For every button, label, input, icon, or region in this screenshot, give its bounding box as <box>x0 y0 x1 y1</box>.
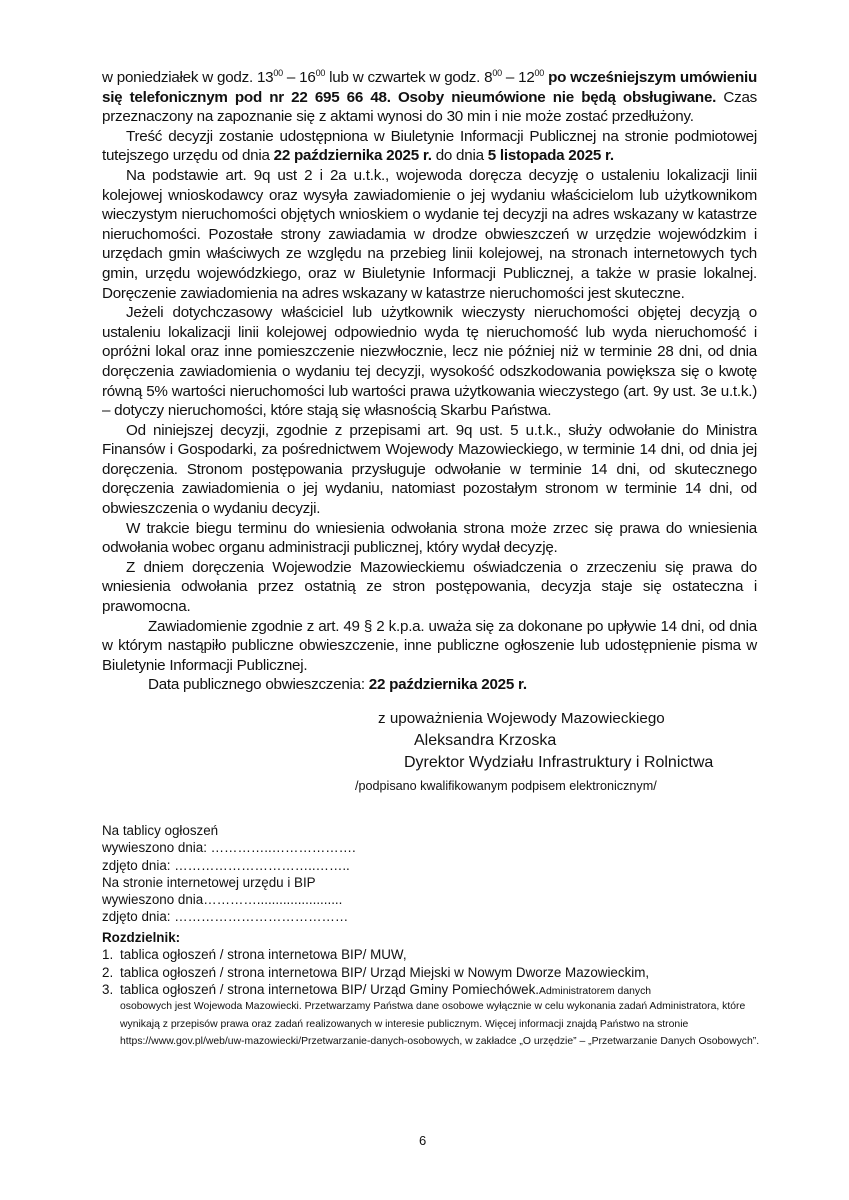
posting-notes <box>102 822 356 926</box>
item-number: 2. <box>102 964 114 980</box>
text-run: Z dniem doręczenia Wojewodzie Mazowieckiemu oświadczenia o zrzeczeniu się prawa do wniesienia odwołania przez ostatnią ze stron postępowania, decyzja staje się ostateczna i prawomocna. <box>102 558 757 616</box>
text-run: – 16 <box>282 69 316 86</box>
superscript-text: 00 <box>273 68 283 78</box>
posting-note-line: zdjęto dnia: …………………………..…….. <box>102 857 350 873</box>
paragraph-notice-effective <box>102 617 757 676</box>
item-text: tablica ogłoszeń / strona internetowa BIP/ Urząd Gminy Pomiechówek. <box>120 982 540 998</box>
text-run: Zawiadomienie zgodnie z art. 49 § 2 k.p.a. uważa się za dokonane po upływie 14 dni, od dnia w którym nastąpiło publiczne obwieszczenie, inne publiczne ogłoszenie lub udostępnienie pisma w Biuletynie Informacji Publicznej. <box>102 617 757 674</box>
paragraph-bip-publication <box>102 127 757 166</box>
paragraph-finality <box>102 558 757 617</box>
privacy-notice: osobowych jest Wojewoda Mazowiecki. Przetwarzamy Państwa dane osobowe wyłącznie w celu wykonania zadań Administratora, które wynikają z przepisów prawa oraz zadań realizowanych w interesie publicznym. Więcej informacji znajdą Państwo na stronie https://www.gov.pl/web/uw-mazowiecki/Przetwarzanie-danych-osobowych, w zakładce „O urzędzie” – „Przetwarzanie Danych Osobowych”. <box>120 1001 760 1047</box>
paragraph-compensation <box>102 303 757 421</box>
bold-text: po wcześniejszym umówieniu się telefonicznym pod nr 22 695 66 48. Osoby nieumówione nie będą obsługiwane. <box>102 69 757 106</box>
posting-note-line: Na tablicy ogłoszeń <box>102 823 219 838</box>
text-run: lub w czwartek w godz. 8 <box>325 69 493 86</box>
bold-text: 5 listopada 2025 r. <box>487 147 614 165</box>
signature-name: Aleksandra Krzoska <box>414 732 557 749</box>
text-run: – 12 <box>501 69 535 86</box>
posting-note-line: zdjęto dnia: ………………………………… <box>102 909 349 925</box>
text-run: Jeżeli dotychczasowy właściciel lub użytkownik wieczysty nieruchomości objętej decyzją o ustaleniu lokalizacji linii kolejowej odpowiednio wyda tę nieruchomość lub wyda nieruchomość i opróżni lokal oraz inne pomieszczenie niezwłocznie, lecz nie później niż w terminie 28 dni, od dnia doręczenia zawiadomienia o wydaniu tej decyzji, wysokość odszkodowania powiększa się o kwotę równą 5% wartości nieruchomości lub wartości prawa użytkowania wieczystego (art. 9y ust. 3e u.t.k.) – dotyczy nieruchomości, które stają się własnością Skarbu Państwa. <box>102 304 757 420</box>
posting-note-line: wywieszono dnia: …………..………………. <box>102 840 356 856</box>
text-run: W trakcie biegu terminu do wniesienia odwołania strona może zrzec się prawa do wniesienia odwołania wobec organu administracji publicznej, który wydał decyzję. <box>102 519 757 557</box>
paragraph-delivery <box>102 166 757 303</box>
posting-note-line: Na stronie internetowej urzędu i BIP <box>102 874 316 890</box>
text-run: w poniedziałek w godz. 13 <box>102 69 274 86</box>
item-text: tablica ogłoszeń / strona internetowa BIP/ Urząd Miejski w Nowym Dworze Mazowieckim, <box>120 964 650 980</box>
text-run: do dnia <box>431 147 488 165</box>
privacy-notice-start: Administratorem danych <box>539 986 652 998</box>
paragraph-visiting-hours <box>102 68 757 127</box>
document-body <box>102 68 757 695</box>
text-run: Od niniejszej decyzji, zgodnie z przepisami art. 9q ust. 5 u.t.k., służy odwołanie do Ministra Finansów i Gospodarki, za pośrednictwem Wojewody Mazowieckiego, w terminie 14 dni, od dnia jej doręczenia. Stronom postępowania przysługuje odwołanie w terminie 14 dni, od skutecznego doręczenia zawiadomienia o jej wydaniu, natomiast pozostałym stronom w terminie 14 dni, od obwieszczenia o wydaniu decyzji. <box>102 421 757 518</box>
page-number: 6 <box>419 1133 427 1148</box>
superscript-text: 00 <box>315 68 326 78</box>
bold-text: 22 października 2025 r. <box>368 676 527 694</box>
distribution-list <box>102 929 762 1050</box>
superscript-text: 00 <box>492 68 502 78</box>
paragraph-publication-date <box>102 675 757 695</box>
text-run: Data publicznego obwieszczenia: <box>148 676 369 694</box>
text-run: Treść decyzji zostanie udostępniona w Biuletynie Informacji Publicznej na stronie podmiotowej tutejszego urzędu od dnia <box>102 127 757 165</box>
distribution-item <box>102 946 762 963</box>
item-number: 1. <box>102 947 114 963</box>
signature-position: Dyrektor Wydziału Infrastruktury i Rolnictwa <box>404 754 714 771</box>
paragraph-waiver <box>102 519 757 558</box>
distribution-item <box>102 981 762 1000</box>
text-run: Czas przeznaczony na zapoznanie się z aktami wynosi do 30 min i nie może zostać przedłużony. <box>102 88 757 126</box>
bold-text: 22 października 2025 r. <box>273 147 432 165</box>
item-text: tablica ogłoszeń / strona internetowa BIP/ MUW, <box>120 947 407 963</box>
paragraph-appeal <box>102 421 757 519</box>
posting-note-line: wywieszono dnia…………....................... <box>102 892 343 908</box>
item-number: 3. <box>102 982 114 998</box>
signature-electronic-note: /podpisano kwalifikowanym podpisem elektronicznym/ <box>355 779 657 793</box>
distribution-title: Rozdzielnik: <box>102 930 181 945</box>
superscript-text: 00 <box>534 68 545 78</box>
text-run: Na podstawie art. 9q ust 2 i 2a u.t.k., wojewoda doręcza decyzję o ustaleniu lokalizacji linii kolejowej wnioskodawcy oraz wysyła zawiadomienie o jej wydaniu właścicielom lub użytkownikom wieczystym nieruchomości objętych wnioskiem o wydanie tej decyzji na adres wskazany w katastrze nieruchomości. Pozostałe strony zawiadamia w drodze obwieszczeń w urzędzie wojewódzkim i urzędach gmin właściwych ze względu na przebieg linii kolejowej, na stronach internetowych tych gmin, urzędu wojewódzkiego, oraz w Biuletynie Informacji Publicznej, a także w prasie lokalnej. Doręczenie zawiadomienia na adres wskazany w katastrze nieruchomości jest skuteczne. <box>102 166 757 302</box>
signature-authorization: z upoważnienia Wojewody Mazowieckiego <box>378 710 665 727</box>
distribution-item <box>102 964 762 981</box>
